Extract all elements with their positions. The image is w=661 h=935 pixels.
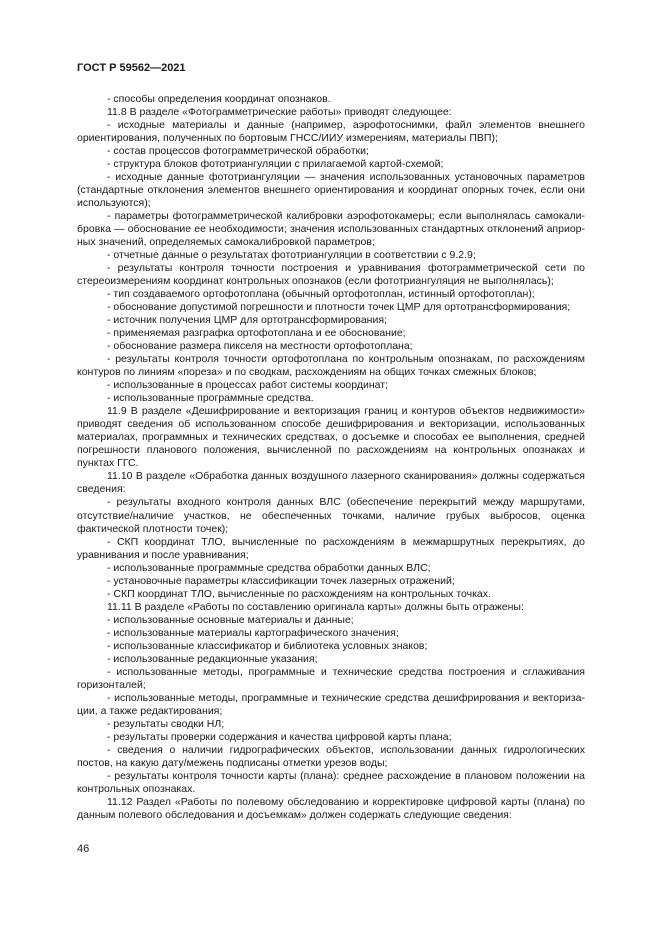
paragraph: - результаты контроля точности ортофотоплана по контрольным опознакам, по расхождениям контуров по линиям «пореза» и по сводкам, расхождениям на общих точках смежных блоков; [77,353,585,379]
paragraph: 11.9 В разделе «Дешифрирование и векторизация границ и контуров объектов недвижимости» приводят сведения об использованном способе дешифрирования и векторизации, использованных материалах, программных и технических средствах, о досъемке и способах ее выполнения, средней погрешности планового положения, вычисленной по расхождениям на контрольных опознаках и пунктах ГГС. [77,405,585,470]
paragraph: - исходные материалы и данные (например, аэрофотоснимки, файл элементов внешнего ориентирования, полученных по бортовым ГНСС/ИИУ измерениям, материалы ПВП); [77,119,585,145]
paragraph: - состав процессов фотограмметрической обработки; [107,145,369,158]
paragraph: - использованные методы, программные и технические средства дешифрирования и векторизации, а также редактирования; [77,691,585,717]
paragraph: 11.10 В разделе «Обработка данных воздушного лазерного сканирования» должны содержаться сведения: [77,470,585,496]
paragraph: - структура блоков фототриангуляции с прилагаемой картой-схемой; [107,158,444,171]
paragraph: - результаты контроля точности построения и уравнивания фотограмметрической сети по стереоизмерениям координат контрольных опознаков (если фототриангуляция не выполнялась); [77,262,585,288]
paragraph: - использованные классификатор и библиотека условных знаков; [107,639,428,652]
paragraph: 11.11 В разделе «Работы по составлению оригинала карты» должны быть отражены: [107,600,524,613]
paragraph: - использованные методы, программные и технические средства построения и сглаживания горизонталей; [77,665,585,691]
paragraph: - обоснование допустимой погрешности и плотности точек ЦМР для ортотрансформирования; [107,301,571,314]
paragraph: - обоснование размера пикселя на местности ортофотоплана; [107,340,413,353]
paragraph: - отчетные данные о результатах фототриангуляции в соответствии с 9.2.9; [107,249,476,262]
paragraph: - использованные материалы картографического значения; [107,626,399,639]
paragraph: - применяемая разграфка ортофотоплана и ее обоснование; [107,327,406,340]
paragraph: - результаты проверки содержания и качества цифровой карты плана; [107,730,452,743]
paragraph: - использованные программные средства. [107,392,314,405]
paragraph: - установочные параметры классификации точек лазерных отражений; [107,574,455,587]
paragraph: - сведения о наличии гидрографических объектов, использовании данных гидрологических постов, на какую дату/межень подписаны отметки урезов воды; [77,743,585,769]
paragraph: - использованные редакционные указания; [107,652,318,665]
paragraph: - исходные данные фототриангуляции — значения использованных установочных параметров (стандартные отклонения элементов внешнего ориентирования и координат опорных точек, если они используются); [77,171,585,210]
paragraph: 11.12 Раздел «Работы по полевому обследованию и корректировке цифровой карты (плана) по данным полевого обследования и досъемкам» должен содержать следующие сведения: [77,795,585,821]
paragraph: - результаты сводки НЛ; [107,717,225,730]
paragraph: - использованные программные средства обработки данных ВЛС; [107,561,431,574]
page-number: 46 [77,843,90,855]
paragraph: - результаты входного контроля данных ВЛС (обеспечение перекрытий между маршрутами, отсутствие/наличие участков, не обеспеченных точками, наличие грубых выбросов, оценка фактической плотности точек); [77,496,585,535]
paragraph: - использованные основные материалы и данные; [107,613,354,626]
paragraph: - использованные в процессах работ системы координат; [107,379,388,392]
paragraph: - СКП координат ТЛО, вычисленные по расхождениям на контрольных точках. [107,587,491,600]
paragraph: - СКП координат ТЛО, вычисленные по расхождениям в межмаршрутных перекрытиях, до уравнивания и после уравнивания; [77,535,585,561]
paragraph: - тип создаваемого ортофотоплана (обычный ортофотоплан, истинный ортофотоплан); [107,288,535,301]
paragraph: - параметры фотограмметрической калибровки аэрофотокамеры; если выполнялась самокалибровка — обоснование ее необходимости; значения использованных стандартных отклонений априорных значений, определяемых самокалибровкой параметров; [77,210,585,249]
paragraph: 11.8 В разделе «Фотограмметрические работы» приводят следующее: [107,106,452,119]
paragraph: - источник получения ЦМР для ортотрансформирования; [107,314,387,327]
paragraph: - результаты контроля точности карты (плана): среднее расхождение в плановом положении на контрольных опознаках. [77,769,585,795]
paragraph: - способы определения координат опознаков. [107,93,331,105]
document-body [77,93,585,822]
document-header: ГОСТ Р 59562—2021 [77,62,186,74]
